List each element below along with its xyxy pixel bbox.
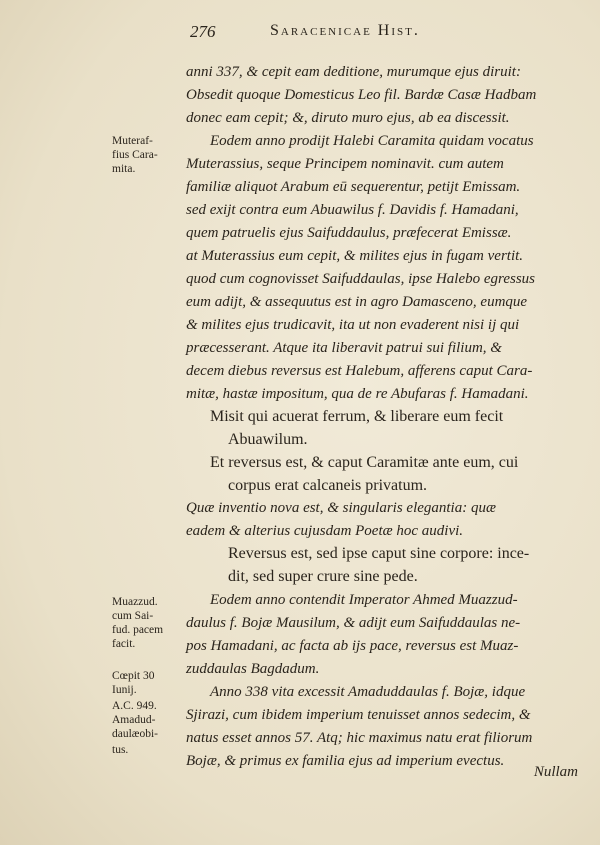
page-header (190, 22, 510, 46)
text-line: eadem & alterius cujusdam Poetæ hoc audivi. (186, 523, 464, 539)
text-line: Et reversus est, & caput Caramitæ ante eum, cui (210, 454, 519, 471)
margin-note: daulæobi- (112, 728, 158, 740)
text-line: anni 337, & cepit eam deditione, murumque ejus diruit: (186, 64, 521, 80)
margin-note: Iunij. (112, 684, 137, 696)
text-line: corpus erat calcaneis privatum. (228, 477, 428, 494)
text-line: decem diebus reversus est Halebum, afferens caput Cara- (186, 363, 533, 379)
margin-note: Amadud- (112, 714, 156, 726)
margin-note: Muazzud. (112, 596, 158, 608)
text-line: Sjirazi, cum ibidem imperium tenuisset annos sedecim, & (186, 707, 531, 723)
margin-note: facit. (112, 638, 136, 650)
text-line: Eodem anno prodijt Halebi Caramita quidam vocatus (210, 133, 534, 149)
page-number: 276 (190, 22, 216, 41)
text-line: quod cum cognovisset Saifuddaulas, ipse Halebo egressus (186, 271, 535, 287)
text-line: Bojæ, & primus ex familia ejus ad imperium evectus. (186, 753, 505, 769)
text-line: familiæ aliquot Arabum eū sequerentur, petijt Emissam. (186, 179, 521, 195)
margin-note: fius Cara- (112, 149, 158, 161)
margin-note: cum Sai- (112, 610, 154, 622)
text-line: Eodem anno contendit Imperator Ahmed Muazzud- (210, 592, 518, 608)
text-line: eum adijt, & assequutus est in agro Damasceno, eumque (186, 294, 528, 310)
running-head: Saracenicae Hist. (270, 22, 420, 39)
text-line: præcesserant. Atque ita liberavit patrui sui filium, & (186, 340, 502, 356)
text-line: Anno 338 vita excessit Amaduddaulas f. Bojæ, idque (210, 684, 526, 700)
margin-note: A.C. 949. (112, 700, 157, 712)
text-line: pos Hamadani, ac facta ab ijs pace, reversus est Muaz- (186, 638, 519, 654)
text-line: daulus f. Bojæ Mausilum, & adijt eum Saifuddaulas ne- (186, 615, 521, 631)
text-line: Misit qui acuerat ferrum, & liberare eum fecit (210, 408, 504, 425)
margin-note: mita. (112, 163, 136, 175)
text-line: Abuawilum. (228, 431, 308, 448)
text-line: donec eam cepit; &, diruto muro ejus, ab ea discessit. (186, 110, 510, 126)
text-line: & milites ejus trudicavit, ita ut non evaderent nisi ij qui (186, 317, 520, 333)
text-line: natus esset annos 57. Atq; hic maximus natu erat filiorum (186, 730, 533, 746)
margin-note: Cœpit 30 (112, 670, 155, 682)
text-line: quem patruelis ejus Saifuddaulus, præfecerat Emissæ. (186, 225, 512, 241)
margin-note: Muteraf- (112, 135, 153, 147)
text-line: Reversus est, sed ipse caput sine corpore: ince- (228, 545, 530, 562)
margin-note: fud. pacem (112, 624, 164, 636)
margin-note: tus. (112, 744, 129, 756)
text-line: sed exijt contra eum Abuawilus f. Davidis f. Hamadani, (186, 202, 519, 218)
catchword: Nullam (533, 764, 578, 780)
text-line: mitæ, hastæ impositum, qua de re Abufaras f. Hamadani. (186, 386, 529, 402)
text-line: Muterassius, seque Principem nominavit. cum autem (186, 156, 504, 172)
text-line: Obsedit quoque Domesticus Leo fil. Bardæ Casæ Hadbam (186, 87, 537, 103)
text-line: dit, sed super crure sine pede. (228, 568, 418, 585)
text-line: at Muterassius eum cepit, & milites ejus in fugam vertit. (186, 248, 524, 264)
text-line: Quæ inventio nova est, & singularis elegantia: quæ (186, 500, 496, 516)
text-line: zuddaulas Bagdadum. (186, 661, 320, 677)
